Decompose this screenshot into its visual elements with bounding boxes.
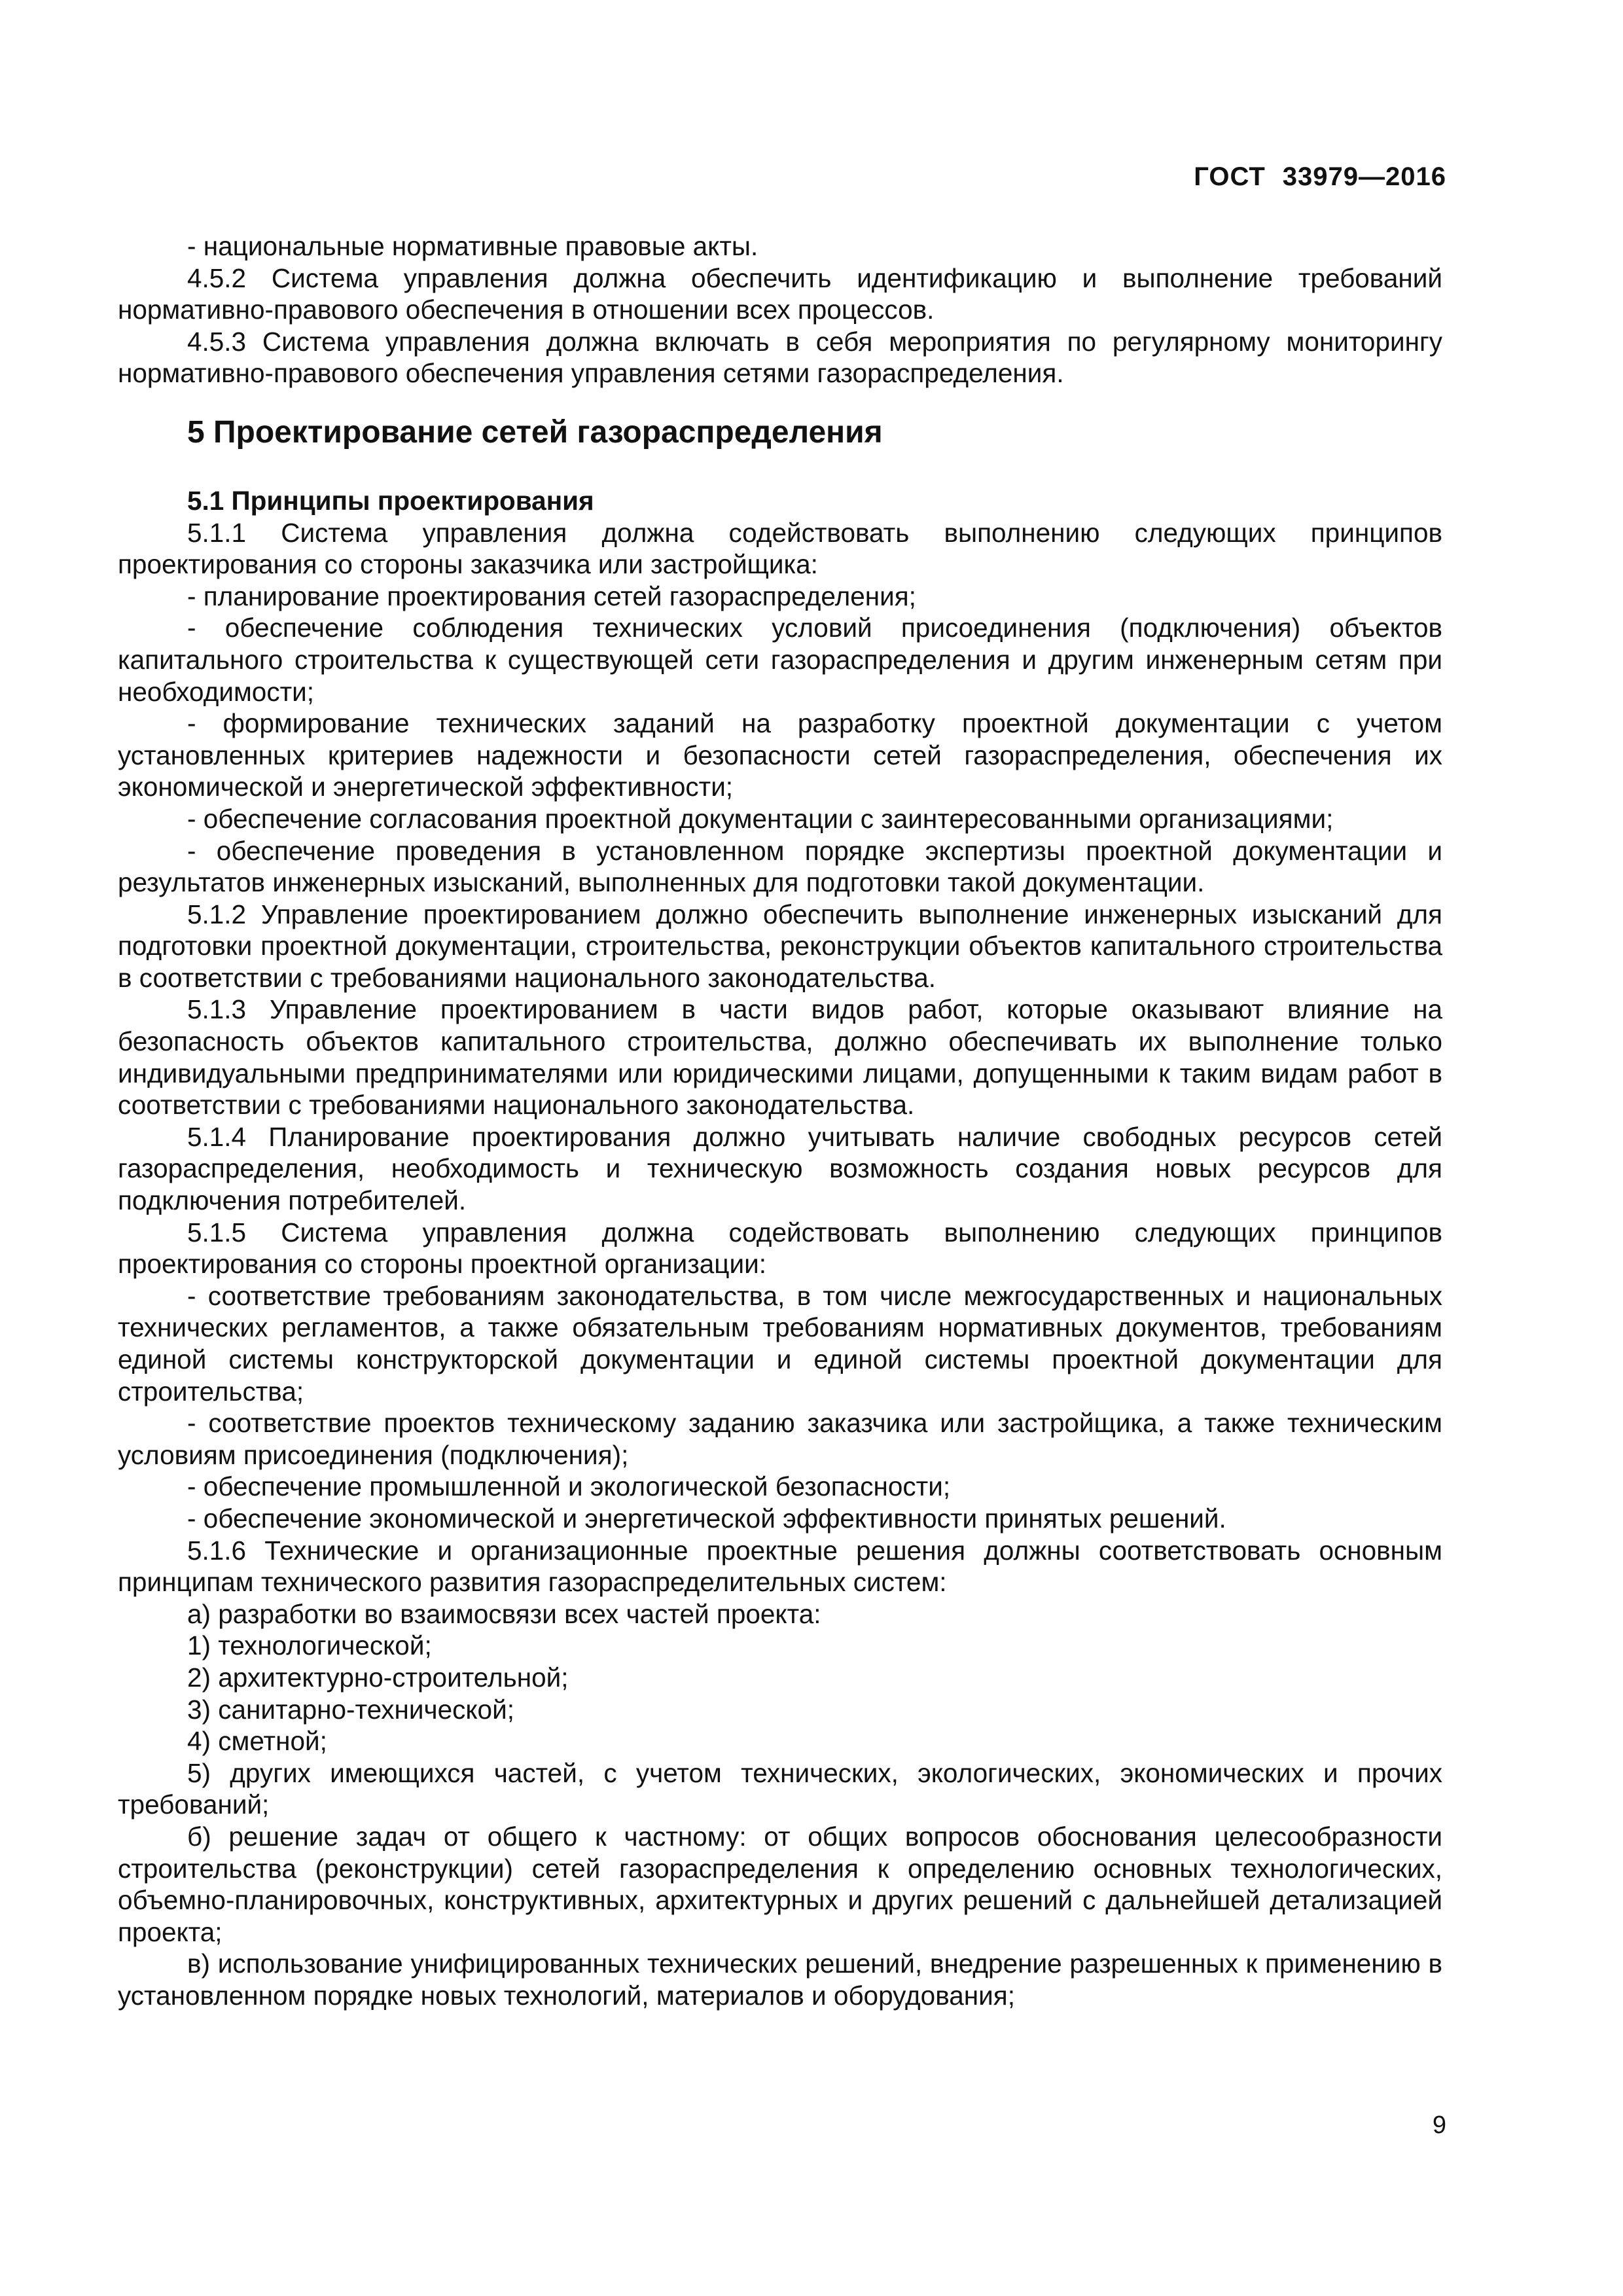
clause-5-1-3: 5.1.3 Управление проектированием в части видов работ, которые оказывают влияние на безопасность объектов капитального строительства, должно обеспечивать их выполнение только индивидуальными предпринимателями или юридическими лицами, допущенными к таким видам работ в соответствии с требованиями национального законодательства. xyxy=(118,994,1442,1121)
list-item: - обеспечение соблюдения технических условий присоединения (подключения) объектов капитального строительства к существующей сети газораспределения и другим инженерным сетям при необходимости; xyxy=(118,613,1442,707)
subsection-title: 5.1 Принципы проектирования xyxy=(187,485,594,516)
document-code xyxy=(1194,162,1446,192)
list-item: - обеспечение промышленной и экологической безопасности; xyxy=(187,1471,951,1502)
list-item: - обеспечение экономической и энергетической эффективности принятых решений. xyxy=(187,1503,1226,1534)
page-number: 9 xyxy=(1432,2111,1446,2139)
clause-5-1-5: 5.1.5 Система управления должна содействовать выполнению следующих принципов проектирования со стороны проектной организации: xyxy=(118,1217,1442,1280)
list-item: 3) санитарно-технической; xyxy=(187,1694,514,1725)
list-item: - соответствие проектов техническому заданию заказчика или застройщика, а также техническим условиям присоединения (подключения); xyxy=(118,1408,1442,1470)
list-item: 5) других имеющихся частей, с учетом технических, экологических, экономических и прочих требований; xyxy=(118,1757,1442,1820)
section-title: 5 Проектирование сетей газораспределения xyxy=(187,414,883,450)
list-item: 4) сметной; xyxy=(187,1726,327,1757)
clause-4-5-3: 4.5.3 Система управления должна включать в себя мероприятия по регулярному мониторингу нормативно-правового обеспечения управления сетями газораспределения. xyxy=(118,326,1442,389)
list-item: - национальные нормативные правовые акты. xyxy=(187,231,758,261)
list-item: - формирование технических заданий на разработку проектной документации с учетом установленных критериев надежности и безопасности сетей газораспределения, обеспечения их экономической и энергетической эффективности; xyxy=(118,708,1442,802)
document-code-number: 33979—2016 xyxy=(1282,162,1446,191)
list-item: - планирование проектирования сетей газораспределения; xyxy=(187,581,916,611)
list-item: 2) архитектурно-строительной; xyxy=(187,1662,569,1693)
list-item: - обеспечение согласования проектной документации с заинтересованными организациями; xyxy=(187,803,1334,834)
clause-5-1-6: 5.1.6 Технические и организационные проектные решения должны соответствовать основным принципам технического развития газораспределительных систем: xyxy=(118,1535,1442,1598)
clause-5-1-1: 5.1.1 Система управления должна содействовать выполнению следующих принципов проектирования со стороны заказчика или застройщика: xyxy=(118,517,1442,580)
list-item: - соответствие требованиям законодательства, в том числе межгосударственных и национальных технических регламентов, а также обязательным требованиям нормативных документов, требованиям единой системы конструкторской документации и единой системы проектной документации для строительства; xyxy=(118,1280,1442,1407)
clause-5-1-2: 5.1.2 Управление проектированием должно обеспечить выполнение инженерных изысканий для подготовки проектной документации, строительства, реконструкции объектов капитального строительства в соответствии с требованиями национального законодательства. xyxy=(118,899,1442,993)
document-body xyxy=(118,230,1442,2011)
list-item: б) решение задач от общего к частному: от общих вопросов обоснования целесообразности строительства (реконструкции) сетей газораспределения к определению основных технологических, объемно-планировочных, конструктивных, архитектурных и других решений с дальнейшей детализацией проекта; xyxy=(118,1821,1442,1947)
list-item: а) разработки во взаимосвязи всех частей проекта: xyxy=(187,1598,821,1629)
clause-4-5-2: 4.5.2 Система управления должна обеспечить идентификацию и выполнение требований нормативно-правового обеспечения в отношении всех процессов. xyxy=(118,262,1442,325)
list-item: в) использование унифицированных технических решений, внедрение разрешенных к применению в установленном порядке новых технологий, материалов и оборудования; xyxy=(118,1948,1442,2011)
list-item: - обеспечение проведения в установленном порядке экспертизы проектной документации и результатов инженерных изысканий, выполненных для подготовки такой документации. xyxy=(118,835,1442,898)
clause-5-1-4: 5.1.4 Планирование проектирования должно учитывать наличие свободных ресурсов сетей газораспределения, необходимость и техническую возможность создания новых ресурсов для подключения потребителей. xyxy=(118,1121,1442,1216)
list-item: 1) технологической; xyxy=(187,1630,432,1661)
document-code-label: ГОСТ xyxy=(1194,162,1266,191)
